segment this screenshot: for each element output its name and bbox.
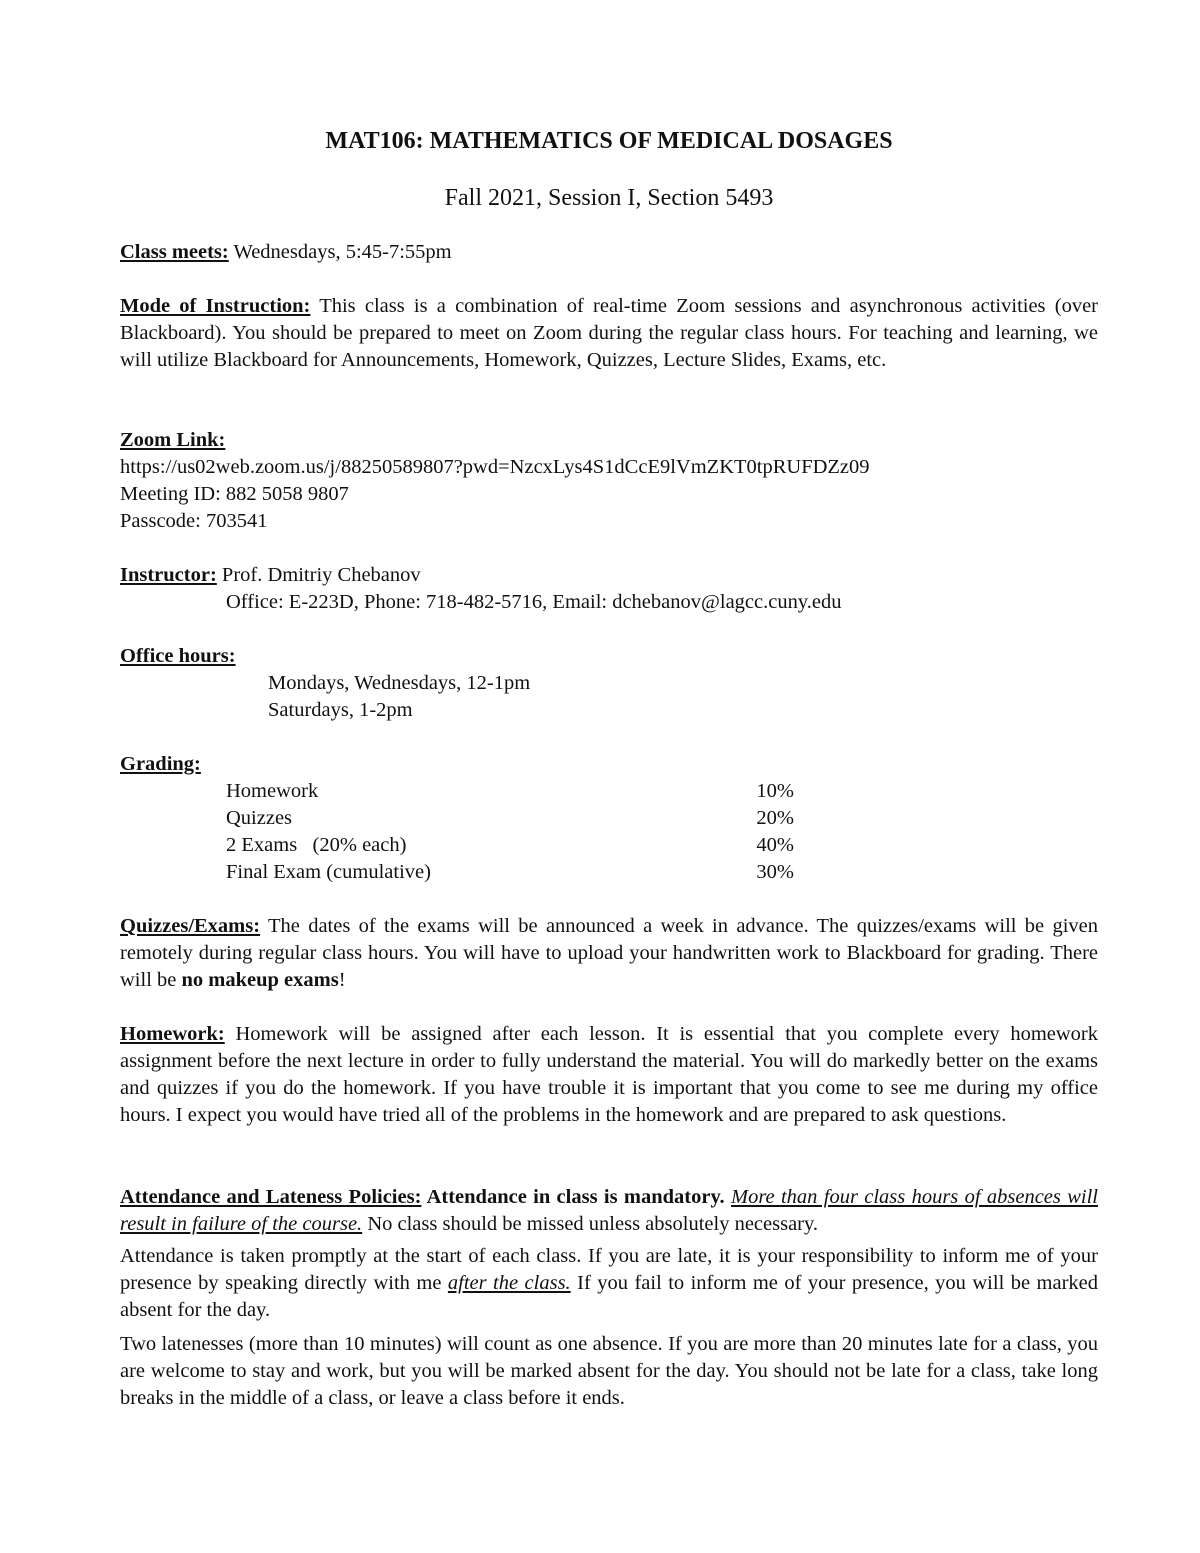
grading-value: 30% [756, 861, 794, 883]
grading-item: Quizzes [226, 807, 293, 829]
attendance-section [120, 1184, 1098, 1238]
grading-item: 2 Exams (20% each) [226, 834, 407, 856]
grading-row [226, 778, 826, 805]
attendance-paragraph-3: Two latenesses (more than 10 minutes) will count as one absence. If you are more than 20 minutes late for a class, you are welcome to stay and work, but you will be marked absent for the day. You should not be late for a class, take long breaks in the middle of a class, or leave a class before it ends. [120, 1333, 1098, 1409]
grading-row [226, 832, 826, 859]
attendance-failure-note: More than four class hours of absences will result in failure of the course. [120, 1186, 1098, 1235]
zoom-section [120, 427, 1098, 535]
attendance-after-class: after the class. [447, 1272, 571, 1294]
attendance-p2-end: If you fail to inform me of your presence, you will be marked absent for the day. [120, 1272, 1098, 1321]
homework-section [120, 1021, 1098, 1129]
mode-text: This class is a combination of real-time Zoom sessions and asynchronous activities (over Blackboard). You should be prepared to meet on Zoom during the regular class hours. For teaching and learning, we will utilize Blackboard for Announcements, Homework, Quizzes, Lecture Slides, Exams, etc. [120, 295, 1098, 371]
grading-value: 20% [756, 807, 794, 829]
homework-label: Homework: [120, 1023, 225, 1045]
grading-label: Grading: [120, 753, 201, 775]
instructor-label: Instructor: [120, 564, 217, 586]
course-subtitle: Fall 2021, Session I, Section 5493 [444, 185, 774, 211]
mode-section [120, 293, 1098, 374]
zoom-label: Zoom Link: [120, 429, 226, 451]
grading-value: 10% [756, 780, 794, 802]
grading-value: 40% [756, 834, 794, 856]
instructor-contact: Office: E-223D, Phone: 718-482-5716, Email: dchebanov@lagcc.cuny.edu [226, 591, 842, 613]
class-meets-section [120, 239, 1098, 266]
attendance-mandatory: Attendance in class is mandatory. [421, 1186, 725, 1208]
zoom-url-link[interactable]: https://us02web.zoom.us/j/88250589807?pwd=NzcxLys4S1dCcE9lVmZKT0tpRUFDZz09 [120, 456, 870, 478]
grading-row [226, 859, 826, 886]
homework-text: Homework will be assigned after each lesson. It is essential that you complete every homework assignment before the next lecture in order to fully understand the material. You will do markedly better on the exams and quizzes if you do the homework. If you have trouble it is important that you come to see me during my office hours. I expect you would have tried all of the problems in the homework and are prepared to ask questions. [120, 1023, 1098, 1126]
office-hours-line-2: Saturdays, 1-2pm [268, 699, 413, 721]
no-makeup-exams: no makeup exams [181, 969, 339, 991]
zoom-meeting-id: Meeting ID: 882 5058 9807 [120, 483, 349, 505]
office-hours-section [120, 643, 1098, 724]
attendance-label: Attendance and Lateness Policies: [120, 1186, 422, 1208]
quizzes-end: ! [338, 969, 346, 991]
attendance-paragraph-2 [120, 1243, 1098, 1324]
instructor-name: Prof. Dmitriy Chebanov [216, 564, 421, 586]
grading-item: Final Exam (cumulative) [226, 861, 431, 883]
attendance-p2-start: Attendance is taken promptly at the start of each class. If you are late, it is your responsibility to inform me of your presence by speaking directly with me [120, 1245, 1098, 1294]
mode-label: Mode of Instruction: [120, 295, 311, 317]
grading-label-row [120, 751, 1098, 778]
quizzes-text: The dates of the exams will be announced a week in advance. The quizzes/exams will be given remotely during regular class hours. You will have to upload your handwritten work to Blackboard for grading. There will be [120, 915, 1098, 991]
class-meets-label: Class meets: [120, 241, 229, 263]
class-meets-text: Wednesdays, 5:45-7:55pm [228, 241, 452, 263]
zoom-passcode: Passcode: 703541 [120, 510, 268, 532]
grading-item: Homework [226, 780, 319, 802]
quizzes-label: Quizzes/Exams: [120, 915, 261, 937]
grading-row [226, 805, 826, 832]
grading-table [226, 778, 826, 886]
office-hours-line-1: Mondays, Wednesdays, 12-1pm [268, 672, 531, 694]
quizzes-section [120, 913, 1098, 994]
attendance-rest: No class should be missed unless absolutely necessary. [362, 1213, 819, 1235]
course-title: MAT106: MATHEMATICS OF MEDICAL DOSAGES [325, 128, 893, 154]
instructor-section [120, 562, 1098, 616]
office-hours-label: Office hours: [120, 645, 236, 667]
